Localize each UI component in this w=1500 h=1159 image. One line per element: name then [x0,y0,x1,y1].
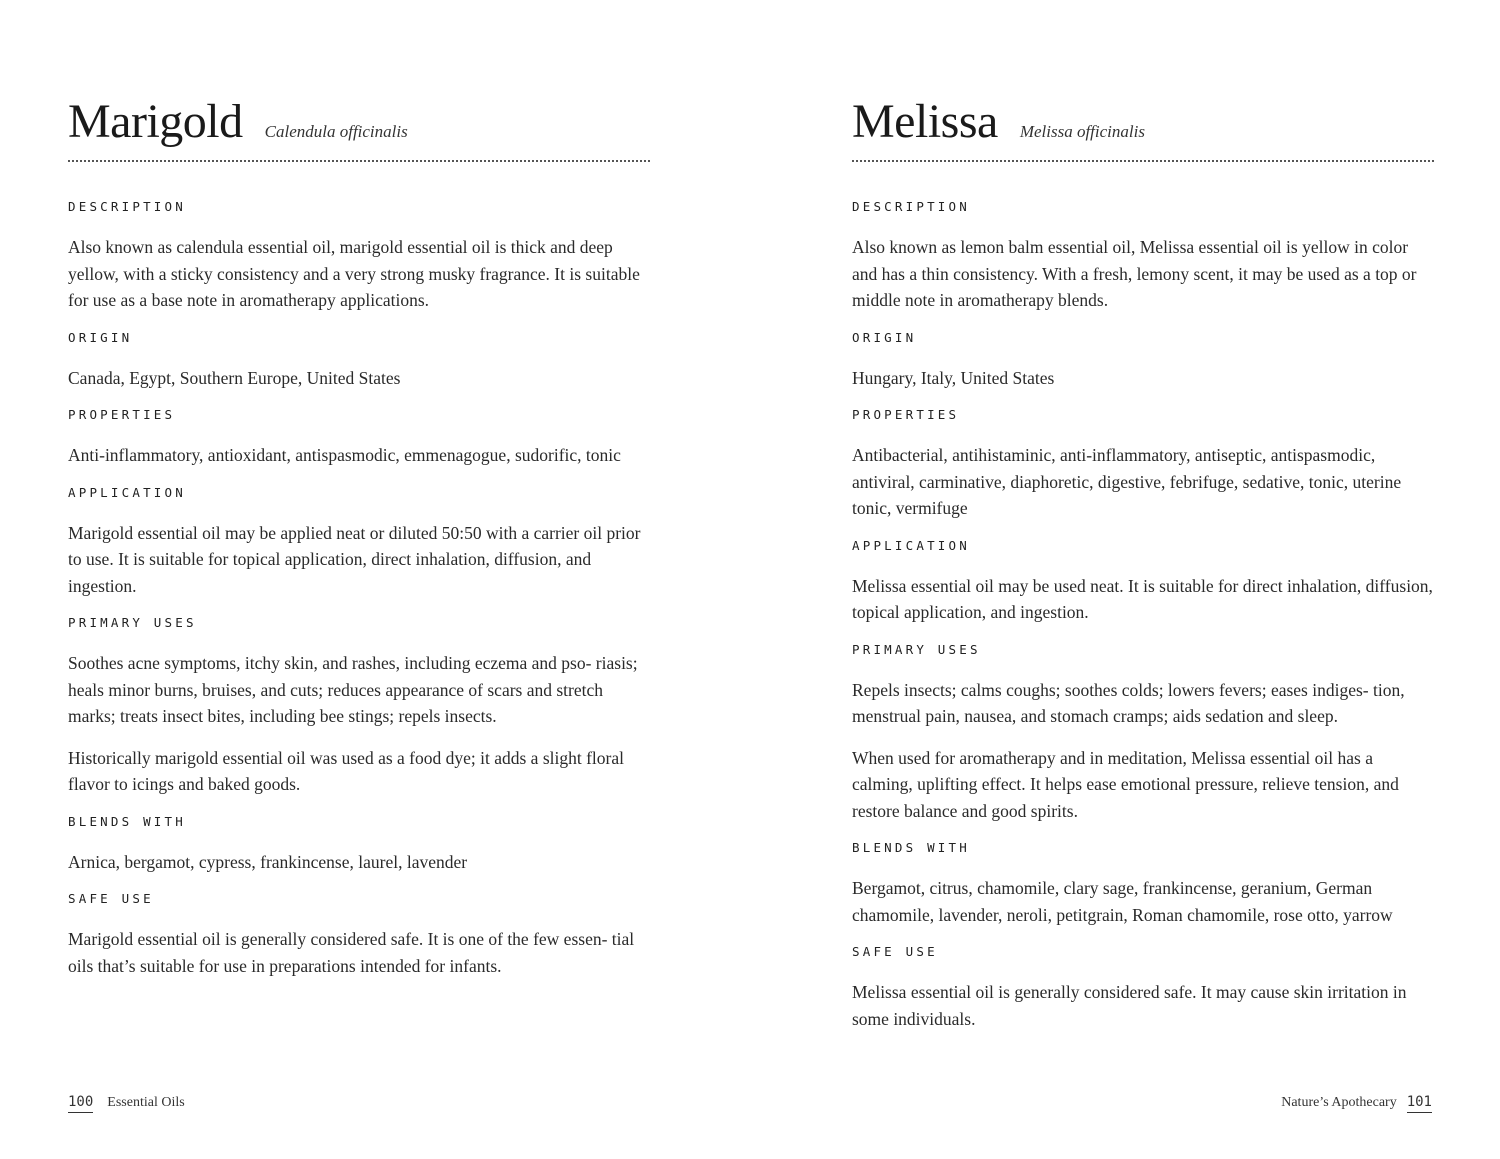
entry-body [852,198,1434,1047]
primary-uses-note: When used for aromatherapy and in meditation, Melissa essential oil has a calming, uplifting effect. It helps ease emotional pressure, relieve tension, and restore balance and good spirits. [852,747,1399,821]
description-label: DESCRIPTION [852,199,970,214]
dotted-divider [68,160,650,162]
description-label: DESCRIPTION [68,199,186,214]
blends-with-label: BLENDS WITH [852,840,970,855]
page-title: Marigold [68,95,243,148]
dotted-divider [852,160,1434,162]
properties-label: PROPERTIES [68,407,176,422]
origin-label: ORIGIN [852,329,917,345]
properties-label: PROPERTIES [852,407,960,422]
safe-use-label: SAFE USE [68,891,154,906]
right-footer [1281,1094,1432,1111]
left-footer [68,1094,185,1111]
description-text: Also known as lemon balm essential oil, Melissa essential oil is yellow in color and has a thin consistency. With a fresh, lemony scent, it may be used as a top or middle note in aromatherapy blends. [852,237,1417,310]
application-label: APPLICATION [68,484,186,500]
safe-use-text: Marigold essential oil is generally considered safe. It is one of the few essen- tial oils that’s suitable for use in preparations intended for infants. [68,929,635,976]
running-head: Nature’s Apothecary [1281,1095,1397,1110]
properties-text: Anti-inflammatory, antioxidant, antispasmodic, emmenagogue, sudorific, tonic [68,445,621,465]
latin-name: Melissa officinalis [1019,122,1145,141]
primary-uses-text: Soothes acne symptoms, itchy skin, and rashes, including eczema and pso- riasis; heals minor burns, bruises, and cuts; reduces appearance of scars and stretch marks; treats insect bites, including bee stings; repels insects. [68,653,638,726]
entry-body [68,198,650,994]
running-head: Essential Oils [107,1095,185,1110]
blends-with-text: Arnica, bergamot, cypress, frankincense, laurel, lavender [68,851,468,872]
title-row [852,94,1434,164]
application-text: Melissa essential oil may be used neat. It is suitable for direct inhalation, diffusion, topical application, and ingestion. [852,575,1433,622]
safe-use-label: SAFE USE [852,944,938,959]
primary-uses-text: Repels insects; calms coughs; soothes colds; lowers fevers; eases indiges- tion, menstrual pain, nausea, and stomach cramps; aids sedation and sleep. [852,679,1405,726]
application-label: APPLICATION [852,537,970,553]
blends-with-text: Bergamot, citrus, chamomile, clary sage, frankincense, geranium, German chamomile, lavender, neroli, petitgrain, Roman chamomile, rose otto, yarrow [852,878,1393,925]
application-text: Marigold essential oil may be applied neat or diluted 50:50 with a carrier oil prior to use. It is suitable for topical application, direct inhalation, diffusion, and ingestion. [68,522,641,596]
properties-text: Antibacterial, antihistaminic, anti-inflammatory, antiseptic, antispasmodic, antiviral, carminative, diaphoretic, digestive, febrifuge, sedative, tonic, uterine tonic, vermifuge [852,445,1402,518]
page-number: 100 [68,1094,93,1113]
primary-uses-label: PRIMARY USES [852,641,981,657]
primary-uses-label: PRIMARY USES [68,615,197,630]
title-row [68,94,650,164]
safe-use-text: Melissa essential oil is generally considered safe. It may cause skin irritation in some individuals. [852,982,1407,1029]
origin-text: Hungary, Italy, United States [852,367,1055,388]
origin-label: ORIGIN [68,329,133,345]
page-number: 101 [1407,1094,1432,1113]
blends-with-label: BLENDS WITH [68,813,186,829]
page-title: Melissa [852,95,998,148]
latin-name: Calendula officinalis [264,122,408,141]
description-text: Also known as calendula essential oil, marigold essential oil is thick and deep yellow, with a sticky consistency and a very strong musky fragrance. It is suitable for use as a base note in aromatherapy applications. [68,237,640,310]
primary-uses-note: Historically marigold essential oil was used as a food dye; it adds a slight floral flavor to icings and baked goods. [68,747,624,794]
origin-text: Canada, Egypt, Southern Europe, United States [68,367,401,388]
